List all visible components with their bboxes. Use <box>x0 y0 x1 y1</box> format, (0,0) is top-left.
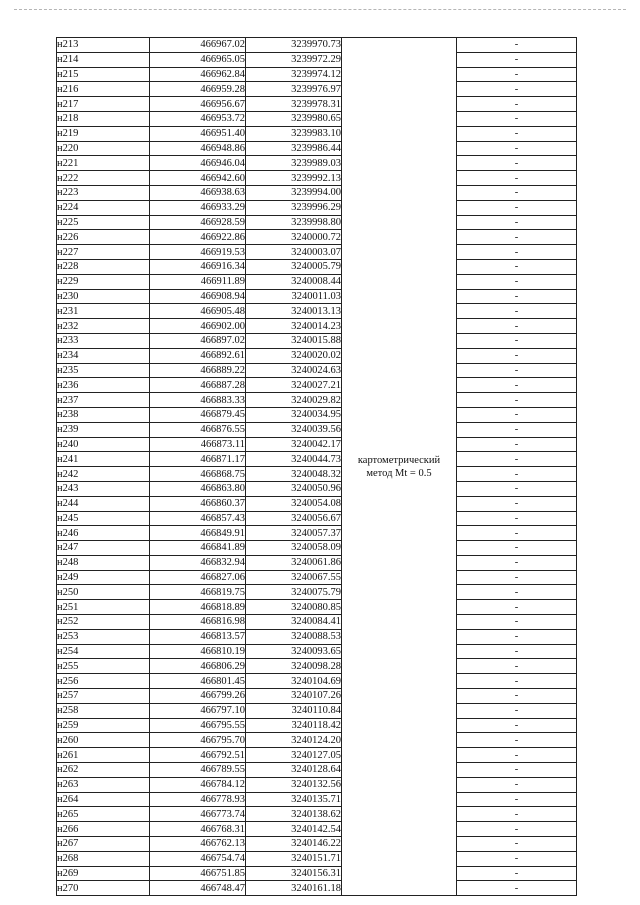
error-value-cell: - <box>457 763 577 778</box>
point-number-cell: н247 <box>57 541 150 556</box>
y-coordinate-cell: 3239980.65 <box>246 111 342 126</box>
error-value-cell: - <box>457 526 577 541</box>
error-value-cell: - <box>457 481 577 496</box>
table-row <box>57 615 577 630</box>
x-coordinate-cell: 466919.53 <box>150 245 246 260</box>
point-number-cell: н260 <box>57 733 150 748</box>
y-coordinate-cell: 3240027.21 <box>246 378 342 393</box>
x-coordinate-cell: 466795.55 <box>150 718 246 733</box>
x-coordinate-cell: 466905.48 <box>150 304 246 319</box>
point-number-cell: н267 <box>57 837 150 852</box>
point-number-cell: н252 <box>57 615 150 630</box>
y-coordinate-cell: 3240054.08 <box>246 496 342 511</box>
point-number-cell: н224 <box>57 200 150 215</box>
x-coordinate-cell: 466827.06 <box>150 570 246 585</box>
point-number-cell: н253 <box>57 629 150 644</box>
y-coordinate-cell: 3239994.00 <box>246 185 342 200</box>
y-coordinate-cell: 3239983.10 <box>246 126 342 141</box>
point-number-cell: н218 <box>57 111 150 126</box>
point-number-cell: н241 <box>57 452 150 467</box>
point-number-cell: н228 <box>57 259 150 274</box>
point-number-cell: н254 <box>57 644 150 659</box>
y-coordinate-cell: 3240015.88 <box>246 333 342 348</box>
x-coordinate-cell: 466879.45 <box>150 407 246 422</box>
x-coordinate-cell: 466832.94 <box>150 555 246 570</box>
y-coordinate-cell: 3240005.79 <box>246 259 342 274</box>
y-coordinate-cell: 3240008.44 <box>246 274 342 289</box>
point-number-cell: н220 <box>57 141 150 156</box>
point-number-cell: н239 <box>57 422 150 437</box>
table-row <box>57 748 577 763</box>
point-number-cell: н245 <box>57 511 150 526</box>
y-coordinate-cell: 3240132.56 <box>246 777 342 792</box>
determination-method-cell <box>342 38 457 896</box>
error-value-cell: - <box>457 585 577 600</box>
table-row <box>57 837 577 852</box>
table-row <box>57 866 577 881</box>
coordinates-table-body <box>57 38 577 896</box>
x-coordinate-cell: 466922.86 <box>150 230 246 245</box>
y-coordinate-cell: 3240067.55 <box>246 570 342 585</box>
table-row <box>57 496 577 511</box>
table-row <box>57 141 577 156</box>
point-number-cell: н257 <box>57 689 150 704</box>
table-row <box>57 259 577 274</box>
method-accuracy-text: метод Mt = 0.5 <box>366 467 432 479</box>
error-value-cell: - <box>457 245 577 260</box>
y-coordinate-cell: 3240050.96 <box>246 481 342 496</box>
y-coordinate-cell: 3240039.56 <box>246 422 342 437</box>
error-value-cell: - <box>457 274 577 289</box>
point-number-cell: н234 <box>57 348 150 363</box>
y-coordinate-cell: 3240127.05 <box>246 748 342 763</box>
y-coordinate-cell: 3240098.28 <box>246 659 342 674</box>
table-row <box>57 215 577 230</box>
point-number-cell: н227 <box>57 245 150 260</box>
error-value-cell: - <box>457 644 577 659</box>
y-coordinate-cell: 3240161.18 <box>246 881 342 896</box>
table-row <box>57 378 577 393</box>
y-coordinate-cell: 3240124.20 <box>246 733 342 748</box>
y-coordinate-cell: 3240020.02 <box>246 348 342 363</box>
error-value-cell: - <box>457 467 577 482</box>
y-coordinate-cell: 3239970.73 <box>246 38 342 53</box>
x-coordinate-cell: 466748.47 <box>150 881 246 896</box>
point-number-cell: н235 <box>57 363 150 378</box>
point-number-cell: н265 <box>57 807 150 822</box>
x-coordinate-cell: 466892.61 <box>150 348 246 363</box>
point-number-cell: н216 <box>57 82 150 97</box>
x-coordinate-cell: 466902.00 <box>150 319 246 334</box>
table-row <box>57 393 577 408</box>
error-value-cell: - <box>457 452 577 467</box>
table-row <box>57 792 577 807</box>
x-coordinate-cell: 466889.22 <box>150 363 246 378</box>
table-row <box>57 541 577 556</box>
y-coordinate-cell: 3239972.29 <box>246 52 342 67</box>
x-coordinate-cell: 466768.31 <box>150 822 246 837</box>
x-coordinate-cell: 466908.94 <box>150 289 246 304</box>
point-number-cell: н231 <box>57 304 150 319</box>
y-coordinate-cell: 3240080.85 <box>246 600 342 615</box>
table-row <box>57 348 577 363</box>
x-coordinate-cell: 466789.55 <box>150 763 246 778</box>
y-coordinate-cell: 3239998.80 <box>246 215 342 230</box>
y-coordinate-cell: 3240056.67 <box>246 511 342 526</box>
table-row <box>57 319 577 334</box>
error-value-cell: - <box>457 230 577 245</box>
x-coordinate-cell: 466868.75 <box>150 467 246 482</box>
table-row <box>57 511 577 526</box>
table-row <box>57 807 577 822</box>
x-coordinate-cell: 466762.13 <box>150 837 246 852</box>
table-row <box>57 570 577 585</box>
error-value-cell: - <box>457 363 577 378</box>
table-row <box>57 230 577 245</box>
coordinates-table <box>56 37 577 896</box>
point-number-cell: н266 <box>57 822 150 837</box>
x-coordinate-cell: 466818.89 <box>150 600 246 615</box>
x-coordinate-cell: 466754.74 <box>150 851 246 866</box>
table-row <box>57 82 577 97</box>
x-coordinate-cell: 466801.45 <box>150 674 246 689</box>
point-number-cell: н221 <box>57 156 150 171</box>
error-value-cell: - <box>457 82 577 97</box>
point-number-cell: н251 <box>57 600 150 615</box>
point-number-cell: н222 <box>57 171 150 186</box>
x-coordinate-cell: 466883.33 <box>150 393 246 408</box>
error-value-cell: - <box>457 733 577 748</box>
x-coordinate-cell: 466797.10 <box>150 703 246 718</box>
table-row <box>57 200 577 215</box>
table-row <box>57 718 577 733</box>
point-number-cell: н270 <box>57 881 150 896</box>
y-coordinate-cell: 3239989.03 <box>246 156 342 171</box>
table-row <box>57 171 577 186</box>
x-coordinate-cell: 466778.93 <box>150 792 246 807</box>
table-row <box>57 689 577 704</box>
y-coordinate-cell: 3239996.29 <box>246 200 342 215</box>
y-coordinate-cell: 3240024.63 <box>246 363 342 378</box>
x-coordinate-cell: 466813.57 <box>150 629 246 644</box>
point-number-cell: н243 <box>57 481 150 496</box>
table-row <box>57 851 577 866</box>
point-number-cell: н213 <box>57 38 150 53</box>
table-row <box>57 52 577 67</box>
point-number-cell: н236 <box>57 378 150 393</box>
y-coordinate-cell: 3240057.37 <box>246 526 342 541</box>
table-row <box>57 407 577 422</box>
error-value-cell: - <box>457 126 577 141</box>
x-coordinate-cell: 466965.05 <box>150 52 246 67</box>
x-coordinate-cell: 466938.63 <box>150 185 246 200</box>
error-value-cell: - <box>457 422 577 437</box>
point-number-cell: н263 <box>57 777 150 792</box>
x-coordinate-cell: 466773.74 <box>150 807 246 822</box>
x-coordinate-cell: 466841.89 <box>150 541 246 556</box>
y-coordinate-cell: 3240138.62 <box>246 807 342 822</box>
x-coordinate-cell: 466928.59 <box>150 215 246 230</box>
error-value-cell: - <box>457 52 577 67</box>
error-value-cell: - <box>457 141 577 156</box>
error-value-cell: - <box>457 748 577 763</box>
y-coordinate-cell: 3240104.69 <box>246 674 342 689</box>
table-row <box>57 703 577 718</box>
table-row <box>57 304 577 319</box>
point-number-cell: н269 <box>57 866 150 881</box>
table-row <box>57 67 577 82</box>
point-number-cell: н250 <box>57 585 150 600</box>
x-coordinate-cell: 466916.34 <box>150 259 246 274</box>
point-number-cell: н259 <box>57 718 150 733</box>
error-value-cell: - <box>457 881 577 896</box>
y-coordinate-cell: 3240093.65 <box>246 644 342 659</box>
error-value-cell: - <box>457 407 577 422</box>
error-value-cell: - <box>457 200 577 215</box>
x-coordinate-cell: 466948.86 <box>150 141 246 156</box>
table-row <box>57 659 577 674</box>
y-coordinate-cell: 3240014.23 <box>246 319 342 334</box>
table-row <box>57 111 577 126</box>
table-row <box>57 274 577 289</box>
error-value-cell: - <box>457 703 577 718</box>
error-value-cell: - <box>457 171 577 186</box>
y-coordinate-cell: 3240135.71 <box>246 792 342 807</box>
error-value-cell: - <box>457 570 577 585</box>
table-row <box>57 452 577 467</box>
error-value-cell: - <box>457 215 577 230</box>
x-coordinate-cell: 466946.04 <box>150 156 246 171</box>
y-coordinate-cell: 3240118.42 <box>246 718 342 733</box>
y-coordinate-cell: 3240042.17 <box>246 437 342 452</box>
x-coordinate-cell: 466871.17 <box>150 452 246 467</box>
error-value-cell: - <box>457 689 577 704</box>
error-value-cell: - <box>457 38 577 53</box>
point-number-cell: н223 <box>57 185 150 200</box>
x-coordinate-cell: 466860.37 <box>150 496 246 511</box>
error-value-cell: - <box>457 333 577 348</box>
point-number-cell: н256 <box>57 674 150 689</box>
x-coordinate-cell: 466816.98 <box>150 615 246 630</box>
point-number-cell: н226 <box>57 230 150 245</box>
x-coordinate-cell: 466784.12 <box>150 777 246 792</box>
point-number-cell: н217 <box>57 97 150 112</box>
point-number-cell: н248 <box>57 555 150 570</box>
y-coordinate-cell: 3240048.32 <box>246 467 342 482</box>
point-number-cell: н237 <box>57 393 150 408</box>
point-number-cell: н232 <box>57 319 150 334</box>
x-coordinate-cell: 466953.72 <box>150 111 246 126</box>
x-coordinate-cell: 466857.43 <box>150 511 246 526</box>
table-row <box>57 185 577 200</box>
table-row <box>57 289 577 304</box>
error-value-cell: - <box>457 674 577 689</box>
table-row <box>57 245 577 260</box>
error-value-cell: - <box>457 777 577 792</box>
table-row <box>57 644 577 659</box>
x-coordinate-cell: 466959.28 <box>150 82 246 97</box>
x-coordinate-cell: 466956.67 <box>150 97 246 112</box>
error-value-cell: - <box>457 851 577 866</box>
y-coordinate-cell: 3240151.71 <box>246 851 342 866</box>
error-value-cell: - <box>457 393 577 408</box>
y-coordinate-cell: 3239978.31 <box>246 97 342 112</box>
x-coordinate-cell: 466792.51 <box>150 748 246 763</box>
error-value-cell: - <box>457 348 577 363</box>
page-top-divider <box>14 9 626 10</box>
table-row <box>57 555 577 570</box>
y-coordinate-cell: 3240088.53 <box>246 629 342 644</box>
table-row <box>57 600 577 615</box>
error-value-cell: - <box>457 289 577 304</box>
error-value-cell: - <box>457 437 577 452</box>
y-coordinate-cell: 3240128.64 <box>246 763 342 778</box>
point-number-cell: н264 <box>57 792 150 807</box>
y-coordinate-cell: 3240110.84 <box>246 703 342 718</box>
table-row <box>57 481 577 496</box>
error-value-cell: - <box>457 111 577 126</box>
error-value-cell: - <box>457 600 577 615</box>
point-number-cell: н214 <box>57 52 150 67</box>
error-value-cell: - <box>457 319 577 334</box>
x-coordinate-cell: 466799.26 <box>150 689 246 704</box>
table-row <box>57 585 577 600</box>
y-coordinate-cell: 3240142.54 <box>246 822 342 837</box>
point-number-cell: н219 <box>57 126 150 141</box>
error-value-cell: - <box>457 378 577 393</box>
y-coordinate-cell: 3240146.22 <box>246 837 342 852</box>
table-row <box>57 437 577 452</box>
method-name-text: картометрический <box>357 454 441 466</box>
error-value-cell: - <box>457 259 577 274</box>
x-coordinate-cell: 466849.91 <box>150 526 246 541</box>
x-coordinate-cell: 466887.28 <box>150 378 246 393</box>
y-coordinate-cell: 3240084.41 <box>246 615 342 630</box>
table-row <box>57 674 577 689</box>
x-coordinate-cell: 466942.60 <box>150 171 246 186</box>
table-row <box>57 733 577 748</box>
y-coordinate-cell: 3240058.09 <box>246 541 342 556</box>
table-row <box>57 126 577 141</box>
y-coordinate-cell: 3240156.31 <box>246 866 342 881</box>
point-number-cell: н230 <box>57 289 150 304</box>
point-number-cell: н258 <box>57 703 150 718</box>
x-coordinate-cell: 466819.75 <box>150 585 246 600</box>
error-value-cell: - <box>457 541 577 556</box>
x-coordinate-cell: 466795.70 <box>150 733 246 748</box>
error-value-cell: - <box>457 866 577 881</box>
y-coordinate-cell: 3240034.95 <box>246 407 342 422</box>
y-coordinate-cell: 3239986.44 <box>246 141 342 156</box>
x-coordinate-cell: 466810.19 <box>150 644 246 659</box>
y-coordinate-cell: 3240000.72 <box>246 230 342 245</box>
x-coordinate-cell: 466933.29 <box>150 200 246 215</box>
point-number-cell: н225 <box>57 215 150 230</box>
table-row <box>57 363 577 378</box>
point-number-cell: н242 <box>57 467 150 482</box>
y-coordinate-cell: 3240107.26 <box>246 689 342 704</box>
error-value-cell: - <box>457 185 577 200</box>
error-value-cell: - <box>457 718 577 733</box>
table-row <box>57 38 577 53</box>
point-number-cell: н261 <box>57 748 150 763</box>
error-value-cell: - <box>457 555 577 570</box>
error-value-cell: - <box>457 822 577 837</box>
error-value-cell: - <box>457 67 577 82</box>
point-number-cell: н240 <box>57 437 150 452</box>
error-value-cell: - <box>457 615 577 630</box>
x-coordinate-cell: 466951.40 <box>150 126 246 141</box>
table-row <box>57 881 577 896</box>
x-coordinate-cell: 466873.11 <box>150 437 246 452</box>
y-coordinate-cell: 3240075.79 <box>246 585 342 600</box>
point-number-cell: н238 <box>57 407 150 422</box>
point-number-cell: н244 <box>57 496 150 511</box>
point-number-cell: н249 <box>57 570 150 585</box>
point-number-cell: н233 <box>57 333 150 348</box>
x-coordinate-cell: 466751.85 <box>150 866 246 881</box>
table-row <box>57 526 577 541</box>
error-value-cell: - <box>457 807 577 822</box>
table-row <box>57 333 577 348</box>
error-value-cell: - <box>457 97 577 112</box>
error-value-cell: - <box>457 496 577 511</box>
table-row <box>57 629 577 644</box>
point-number-cell: н268 <box>57 851 150 866</box>
y-coordinate-cell: 3239992.13 <box>246 171 342 186</box>
x-coordinate-cell: 466967.02 <box>150 38 246 53</box>
table-row <box>57 467 577 482</box>
x-coordinate-cell: 466806.29 <box>150 659 246 674</box>
y-coordinate-cell: 3240003.07 <box>246 245 342 260</box>
y-coordinate-cell: 3240061.86 <box>246 555 342 570</box>
x-coordinate-cell: 466962.84 <box>150 67 246 82</box>
table-row <box>57 763 577 778</box>
x-coordinate-cell: 466863.80 <box>150 481 246 496</box>
point-number-cell: н229 <box>57 274 150 289</box>
y-coordinate-cell: 3240011.03 <box>246 289 342 304</box>
table-row <box>57 777 577 792</box>
point-number-cell: н255 <box>57 659 150 674</box>
table-row <box>57 97 577 112</box>
table-row <box>57 156 577 171</box>
y-coordinate-cell: 3240013.13 <box>246 304 342 319</box>
y-coordinate-cell: 3240044.73 <box>246 452 342 467</box>
error-value-cell: - <box>457 792 577 807</box>
y-coordinate-cell: 3239976.97 <box>246 82 342 97</box>
error-value-cell: - <box>457 511 577 526</box>
point-number-cell: н262 <box>57 763 150 778</box>
x-coordinate-cell: 466897.02 <box>150 333 246 348</box>
table-row <box>57 422 577 437</box>
error-value-cell: - <box>457 156 577 171</box>
table-row <box>57 822 577 837</box>
error-value-cell: - <box>457 304 577 319</box>
y-coordinate-cell: 3239974.12 <box>246 67 342 82</box>
error-value-cell: - <box>457 629 577 644</box>
error-value-cell: - <box>457 837 577 852</box>
x-coordinate-cell: 466911.89 <box>150 274 246 289</box>
point-number-cell: н246 <box>57 526 150 541</box>
error-value-cell: - <box>457 659 577 674</box>
y-coordinate-cell: 3240029.82 <box>246 393 342 408</box>
point-number-cell: н215 <box>57 67 150 82</box>
x-coordinate-cell: 466876.55 <box>150 422 246 437</box>
